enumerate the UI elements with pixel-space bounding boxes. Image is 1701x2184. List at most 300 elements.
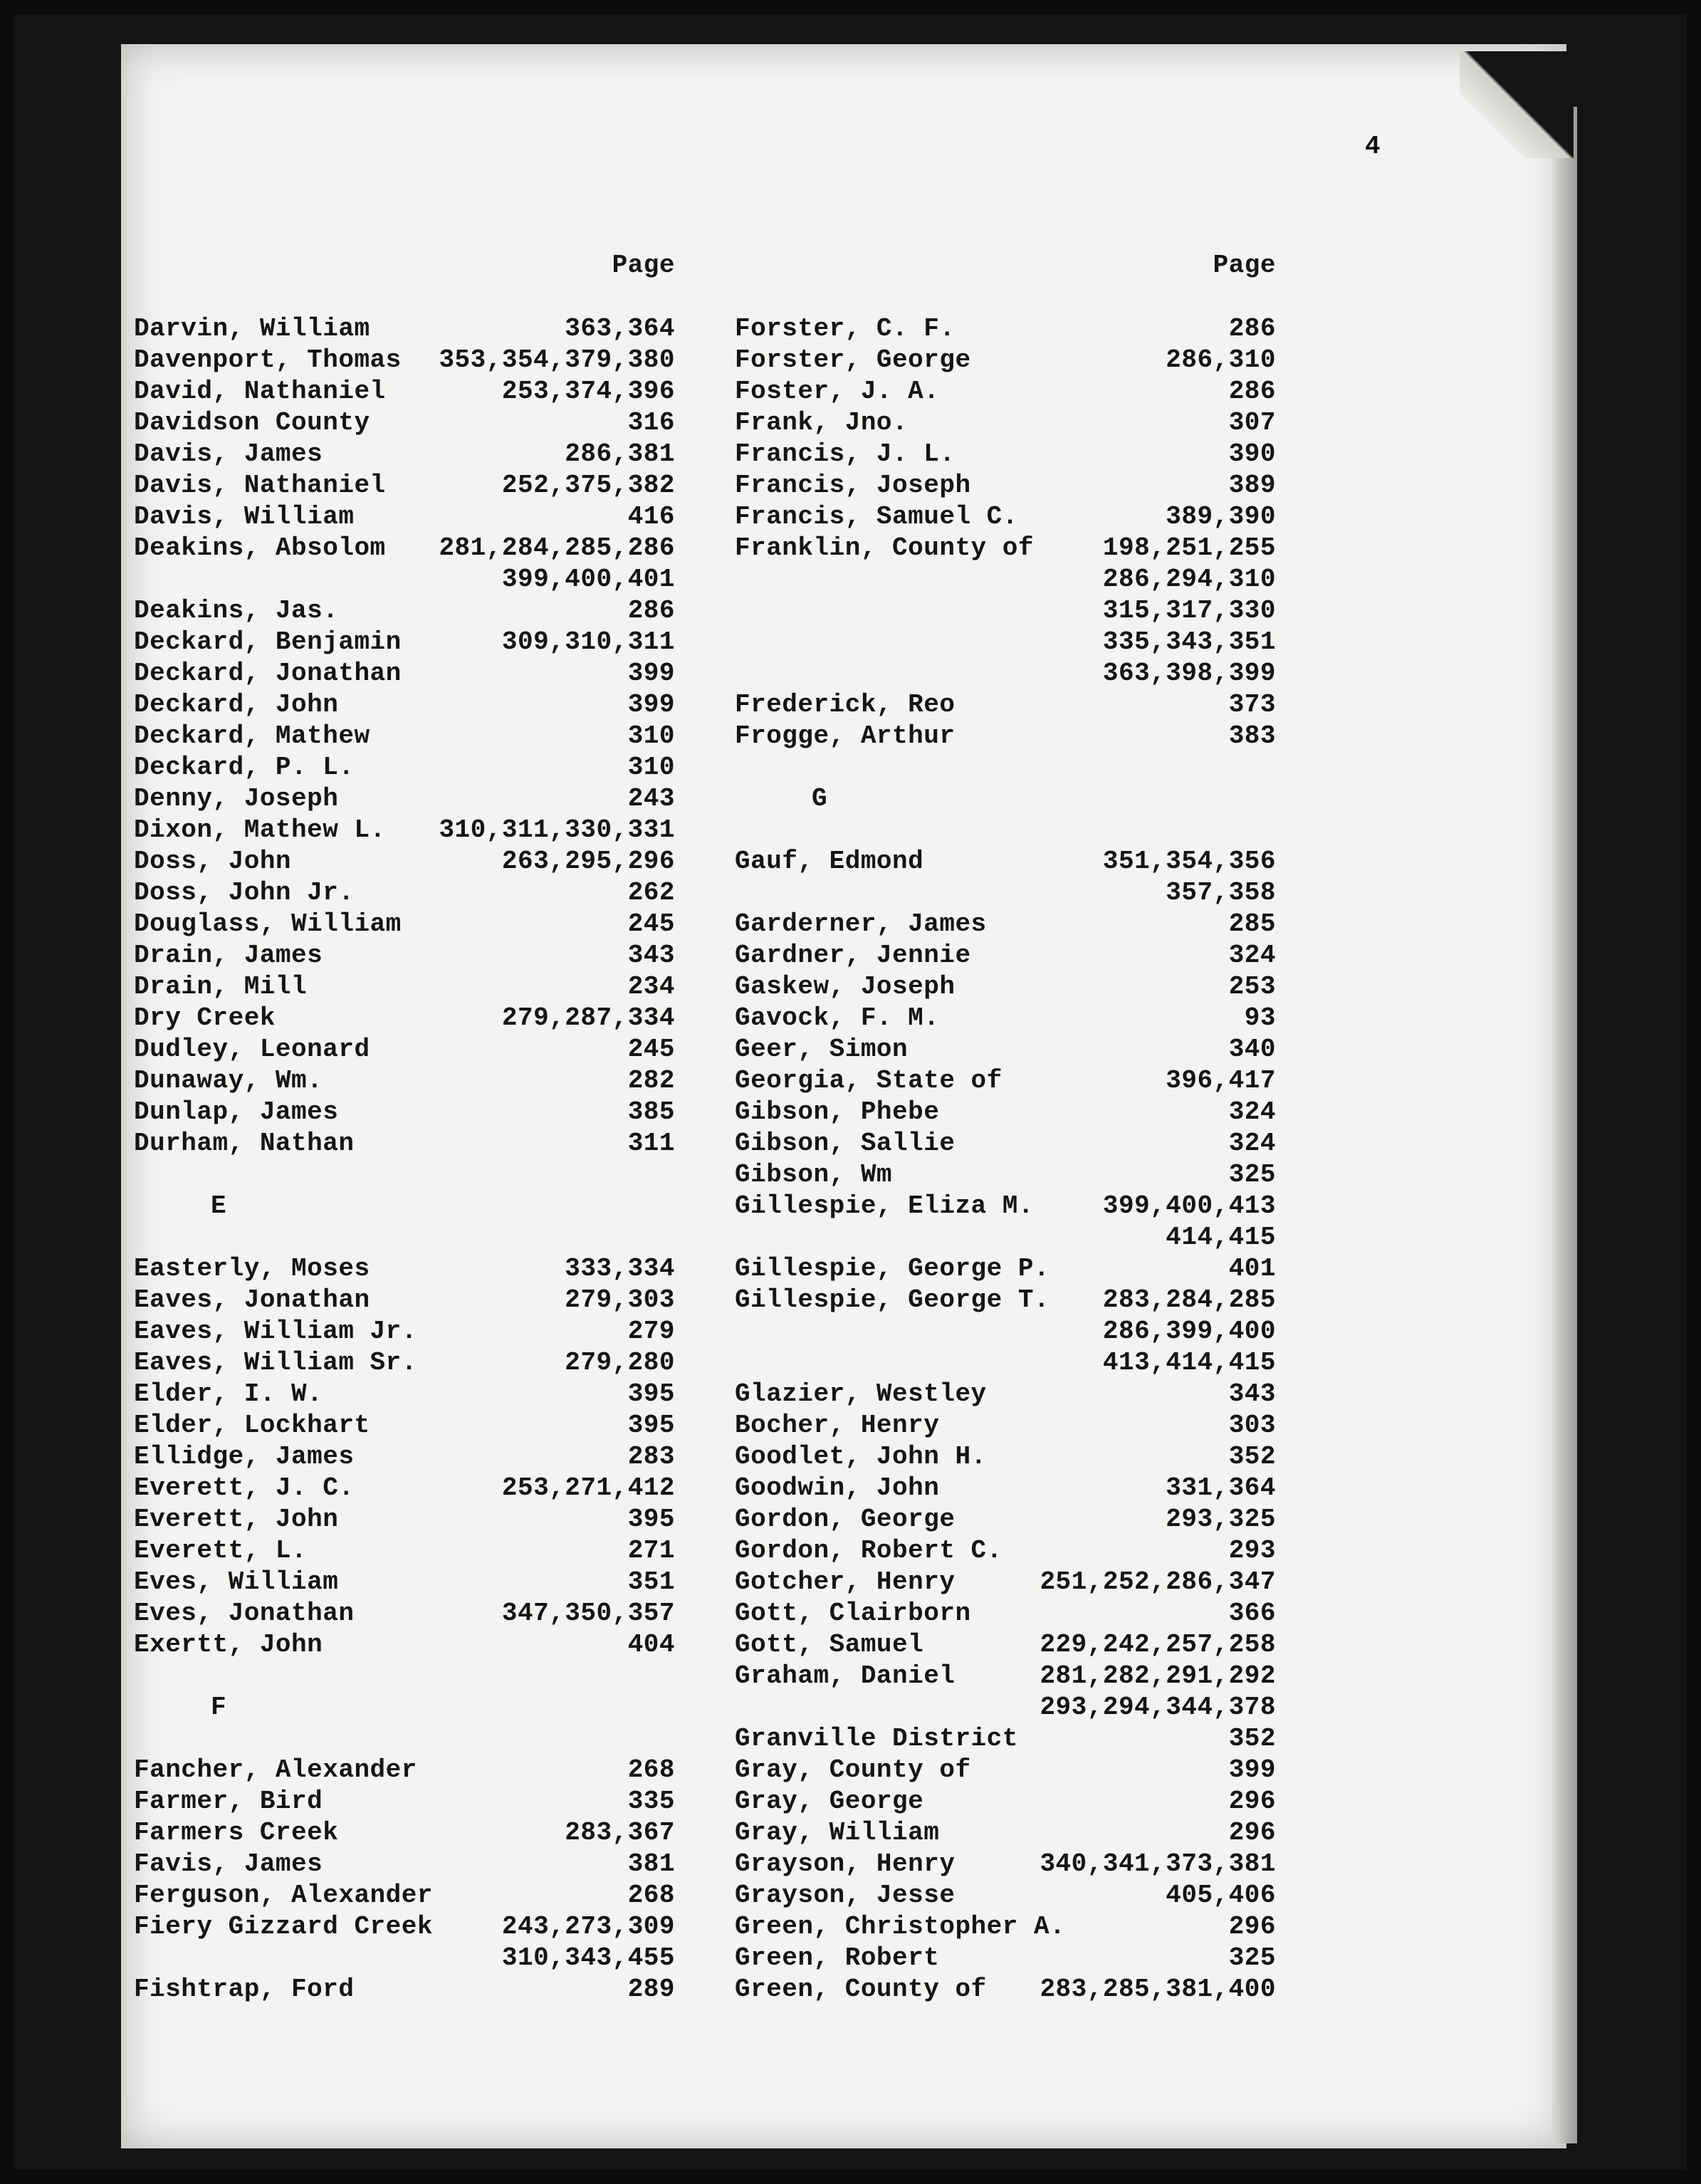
page-reference: 286,310 (1166, 345, 1276, 375)
entry-pages (628, 501, 675, 533)
entry-pages (1040, 1567, 1276, 1598)
entry-pages (1166, 1504, 1276, 1535)
entry-pages (1229, 971, 1276, 1003)
entry-name: Gibson, Phebe (735, 1097, 940, 1127)
entry-pages (1229, 1817, 1276, 1849)
entry-name: Bocher, Henry (735, 1411, 940, 1440)
page-reference: 286 (1228, 314, 1276, 343)
entry-pages (565, 1817, 675, 1849)
entry-pages (1229, 313, 1276, 345)
page-reference: 399,400,413 (1102, 1191, 1276, 1221)
index-entry (735, 909, 1276, 940)
index-entry (134, 1786, 675, 1817)
page-reference: 352 (1228, 1724, 1276, 1753)
entry-pages (1229, 376, 1276, 407)
entry-name: Gordon, George (735, 1505, 956, 1534)
entry-pages (1166, 1065, 1276, 1097)
entry-pages (439, 815, 675, 846)
page-reference: 401 (1228, 1254, 1276, 1283)
entry-name: Deckard, John (134, 690, 339, 719)
entry-pages (628, 407, 675, 439)
section-spacer (134, 1159, 675, 1191)
entry-pages (1229, 1723, 1276, 1755)
entry-name: Garderner, James (735, 909, 987, 939)
index-entry (134, 1410, 675, 1441)
page-reference: 399 (627, 659, 675, 688)
entry-pages (628, 721, 675, 752)
index-entry (134, 815, 675, 846)
page-reference: 286,381 (565, 439, 675, 469)
entry-name: Exertt, John (134, 1630, 323, 1659)
page-reference: 296 (1228, 1787, 1276, 1816)
entry-pages (1229, 1943, 1276, 1974)
entry-name: Gott, Clairborn (735, 1599, 971, 1628)
page-reference: 343 (627, 941, 675, 970)
entry-name: Easterly, Moses (134, 1254, 370, 1283)
entry-name: Farmers Creek (134, 1818, 339, 1847)
page-reference: 325 (1228, 1943, 1276, 1973)
index-entry (735, 1567, 1276, 1598)
entry-pages (1229, 689, 1276, 721)
index-entry (134, 1974, 675, 2005)
entry-pages (1229, 1034, 1276, 1065)
entry-name: Gibson, Sallie (735, 1129, 956, 1158)
entry-name: David, Nathaniel (134, 377, 386, 406)
page-reference: 262 (627, 878, 675, 907)
index-entry (134, 1629, 675, 1661)
entry-name: Gray, William (735, 1818, 940, 1847)
page-reference: 253,374,396 (501, 377, 675, 406)
page-reference: 311 (627, 1129, 675, 1158)
entry-pages (628, 1379, 675, 1410)
entry-name: Gotcher, Henry (735, 1567, 956, 1597)
index-entry (735, 439, 1276, 470)
index-entry (735, 1097, 1276, 1128)
entry-pages (628, 877, 675, 909)
index-entry (134, 940, 675, 971)
page-reference: 414,415 (1166, 1223, 1276, 1252)
page-reference: 351,354,356 (1102, 847, 1276, 876)
page-reference: 324 (1228, 1129, 1276, 1158)
entry-name: Fishtrap, Ford (134, 1975, 355, 2004)
page-reference: 253,271,412 (501, 1473, 675, 1503)
index-entry (134, 783, 675, 815)
page-reference: 385 (627, 1097, 675, 1127)
index-entry (134, 1911, 675, 1974)
entry-name: Forster, George (735, 345, 971, 375)
page-reference: 352 (1228, 1442, 1276, 1471)
entry-pages (628, 752, 675, 783)
index-entry (735, 1629, 1276, 1661)
entry-pages (628, 1849, 675, 1880)
index-entry (735, 1598, 1276, 1629)
page-reference: 296 (1228, 1818, 1276, 1847)
section-spacer (134, 1661, 675, 1692)
entry-pages (1040, 1629, 1276, 1661)
entry-pages (1040, 1661, 1276, 1723)
page-reference: 271 (627, 1536, 675, 1565)
entry-name: Frogge, Arthur (735, 721, 956, 751)
section-letter: G (812, 784, 828, 813)
page-reference: 399 (627, 690, 675, 719)
page-reference: 283 (627, 1442, 675, 1471)
index-entry (134, 313, 675, 345)
entry-name: Drain, Mill (134, 972, 308, 1001)
entry-name: Doss, John (134, 847, 292, 876)
page-reference: 279,287,334 (501, 1003, 675, 1033)
page-reference: 285 (1228, 909, 1276, 939)
index-entry (134, 1003, 675, 1034)
entry-name: Francis, J. L. (735, 439, 956, 469)
entry-name: Davis, William (134, 502, 355, 531)
page-reference: 263,295,296 (501, 847, 675, 876)
index-entry (134, 1849, 675, 1880)
folded-corner (1460, 51, 1574, 158)
entry-name: Gray, County of (735, 1755, 971, 1785)
entry-pages (1229, 1755, 1276, 1786)
entry-name: Gillespie, George T. (735, 1285, 1050, 1315)
index-entry (735, 846, 1276, 909)
page-reference: 286 (627, 596, 675, 625)
index-entry (134, 846, 675, 877)
entry-name: Gray, George (735, 1787, 924, 1816)
index-entry (134, 501, 675, 533)
page-reference: 404 (627, 1630, 675, 1659)
entry-pages (1229, 1441, 1276, 1473)
page-reference: 405,406 (1166, 1881, 1276, 1910)
page-reference: 245 (627, 909, 675, 939)
page-reference: 399,400,401 (501, 565, 675, 594)
entry-pages (628, 1410, 675, 1441)
entry-name: Gavock, F. M. (735, 1003, 940, 1033)
entry-name: Deckard, P. L. (134, 753, 355, 782)
entry-name: Francis, Samuel C. (735, 502, 1018, 531)
page-column-header: Page (1213, 251, 1276, 280)
page-reference: 281,282,291,292 (1040, 1661, 1276, 1691)
entry-pages (1229, 1379, 1276, 1410)
entry-name: Glazier, Westley (735, 1379, 987, 1409)
index-entry (134, 1347, 675, 1379)
entry-pages (502, 1598, 675, 1629)
entry-name: Gott, Samuel (735, 1630, 924, 1659)
entry-name: Gillespie, George P. (735, 1254, 1050, 1283)
index-entry (134, 1379, 675, 1410)
entry-name: Doss, John Jr. (134, 878, 355, 907)
index-entries-right (735, 313, 1276, 2005)
page-reference: 310,343,455 (501, 1943, 675, 1973)
entry-name: Deckard, Jonathan (134, 659, 402, 688)
page-reference: 251,252,286,347 (1040, 1567, 1276, 1597)
index-entry (134, 439, 675, 470)
index-entry (134, 1097, 675, 1128)
index-entry (735, 376, 1276, 407)
page-reference: 357,358 (1166, 878, 1276, 907)
entry-name: Deckard, Benjamin (134, 627, 402, 657)
index-entry (735, 313, 1276, 345)
entry-name: Deckard, Mathew (134, 721, 370, 751)
index-entry (735, 940, 1276, 971)
index-entry (735, 1911, 1276, 1943)
entry-pages (628, 689, 675, 721)
index-entry (134, 1128, 675, 1159)
entry-pages (565, 1347, 675, 1379)
entry-name: Foster, J. A. (735, 377, 940, 406)
entry-pages (628, 1441, 675, 1473)
entry-name: Deakins, Jas. (134, 596, 339, 625)
index-entry (735, 721, 1276, 752)
entry-name: Goodlet, John H. (735, 1442, 987, 1471)
entry-pages (565, 313, 675, 345)
entry-name: Gaskew, Joseph (735, 972, 956, 1001)
page-reference: 243 (627, 784, 675, 813)
index-entry (735, 1504, 1276, 1535)
index-entry (735, 1974, 1276, 2005)
entry-name: Grayson, Henry (735, 1849, 956, 1879)
entry-pages (1103, 846, 1276, 909)
index-entry (735, 501, 1276, 533)
entry-pages (1229, 1128, 1276, 1159)
page-reference: 381 (627, 1849, 675, 1879)
index-entry (735, 1849, 1276, 1880)
page-number: 4 (1365, 132, 1381, 161)
index-entry (134, 1253, 675, 1285)
index-entry (735, 1817, 1276, 1849)
entry-pages (1229, 407, 1276, 439)
entry-name: Deakins, Absolom (134, 533, 386, 563)
entry-pages (628, 940, 675, 971)
index-entry (735, 407, 1276, 439)
index-entry (735, 1880, 1276, 1911)
entry-name: Forster, C. F. (735, 314, 956, 343)
entry-pages (439, 345, 675, 376)
index-entry (735, 1379, 1276, 1410)
entry-name: Durham, Nathan (134, 1129, 355, 1158)
page-reference: 343 (1228, 1379, 1276, 1409)
index-entry (134, 1567, 675, 1598)
page-reference: 335,343,351 (1102, 627, 1276, 657)
entry-name: Gillespie, Eliza M. (735, 1191, 1034, 1221)
index-entry (735, 1034, 1276, 1065)
index-entry (134, 971, 675, 1003)
entry-pages (502, 846, 675, 877)
page-reference: 316 (627, 408, 675, 437)
entry-name: Everett, J. C. (134, 1473, 355, 1503)
index-entry (735, 1755, 1276, 1786)
entry-name: Ellidge, James (134, 1442, 355, 1471)
entry-name: Elder, Lockhart (134, 1411, 370, 1440)
entry-name: Dixon, Mathew L. (134, 815, 386, 845)
page-reference: 335 (627, 1787, 675, 1816)
page-reference: 279,303 (565, 1285, 675, 1315)
page-reference: 268 (627, 1881, 675, 1910)
page-reference: 395 (627, 1379, 675, 1409)
index-entry (134, 721, 675, 752)
index-entry (735, 1441, 1276, 1473)
page-reference: 324 (1228, 941, 1276, 970)
entry-pages (502, 1003, 675, 1034)
index-entry (134, 1034, 675, 1065)
entry-pages (439, 533, 675, 595)
entry-name: Everett, John (134, 1505, 339, 1534)
entry-pages (628, 1097, 675, 1128)
index-entry (735, 971, 1276, 1003)
page-reference: 93 (1244, 1003, 1276, 1033)
entry-pages (1229, 940, 1276, 971)
page-reference: 293,294,344,378 (1040, 1693, 1276, 1722)
entry-pages (628, 909, 675, 940)
entry-pages (502, 470, 675, 501)
index-entries-left (134, 313, 675, 2005)
page-reference: 315,317,330 (1102, 596, 1276, 625)
entry-name: Denny, Joseph (134, 784, 339, 813)
page-reference: 286,399,400 (1102, 1317, 1276, 1346)
entry-pages (628, 1504, 675, 1535)
page-reference: 373 (1228, 690, 1276, 719)
entry-name: Eaves, Jonathan (134, 1285, 370, 1315)
index-entry (735, 689, 1276, 721)
entry-pages (502, 1473, 675, 1504)
page-reference: 331,364 (1166, 1473, 1276, 1503)
page-reference: 243,273,309 (501, 1912, 675, 1941)
entry-pages (1229, 1097, 1276, 1128)
page-reference: 363,398,399 (1102, 659, 1276, 688)
entry-name: Dry Creek (134, 1003, 276, 1033)
entry-name: Everett, L. (134, 1536, 308, 1565)
page-reference: 286,294,310 (1102, 565, 1276, 594)
index-entry (735, 1723, 1276, 1755)
index-entry (134, 658, 675, 689)
entry-pages (1229, 470, 1276, 501)
entry-pages (502, 376, 675, 407)
entry-name: Elder, I. W. (134, 1379, 323, 1409)
entry-pages (628, 1974, 675, 2005)
entry-name: Green, Christopher A. (735, 1912, 1066, 1941)
entry-name: Dudley, Leonard (134, 1035, 370, 1064)
index-entry (134, 1316, 675, 1347)
index-entry (134, 470, 675, 501)
page-reference: 310 (627, 721, 675, 751)
entry-pages (628, 1755, 675, 1786)
entry-name: Geer, Simon (735, 1035, 909, 1064)
entry-name: Green, Robert (735, 1943, 940, 1973)
index-entry (134, 533, 675, 595)
index-entry (134, 1598, 675, 1629)
entry-name: Drain, James (134, 941, 323, 970)
page-reference: 229,242,257,258 (1040, 1630, 1276, 1659)
entry-name: Davidson County (134, 408, 370, 437)
index-entry (735, 345, 1276, 376)
entry-name: Goodwin, John (735, 1473, 940, 1503)
page-reference: 282 (627, 1066, 675, 1095)
page-reference: 389,390 (1166, 502, 1276, 531)
entry-name: Eaves, William Sr. (134, 1348, 417, 1377)
index-entry (735, 1285, 1276, 1379)
entry-name: Green, County of (735, 1975, 987, 2004)
entry-pages (628, 783, 675, 815)
entry-pages (1103, 1191, 1276, 1253)
index-entry (735, 1410, 1276, 1441)
page-reference: 289 (627, 1975, 675, 2004)
page-reference: 296 (1228, 1912, 1276, 1941)
index-entry (735, 1128, 1276, 1159)
entry-name: Eves, William (134, 1567, 339, 1597)
page-reference: 283,284,285 (1102, 1285, 1276, 1315)
entry-name: Fiery Gizzard Creek (134, 1912, 433, 1941)
entry-pages (1040, 1849, 1276, 1880)
entry-name: Davis, James (134, 439, 323, 469)
page-reference: 310 (627, 753, 675, 782)
entry-pages (1166, 1473, 1276, 1504)
page-edge-shadow (1552, 107, 1577, 2143)
page-reference: 395 (627, 1411, 675, 1440)
entry-name: Dunlap, James (134, 1097, 339, 1127)
index-entry (134, 407, 675, 439)
page-reference: 293,325 (1166, 1505, 1276, 1534)
page-reference: 324 (1228, 1097, 1276, 1127)
index-entry (134, 595, 675, 627)
index-entry (735, 1786, 1276, 1817)
page-reference: 340,341,373,381 (1040, 1849, 1276, 1879)
page-reference: 253 (1228, 972, 1276, 1001)
index-entry (134, 877, 675, 909)
page-reference: 333,334 (565, 1254, 675, 1283)
index-entry (735, 1661, 1276, 1723)
index-entry (134, 752, 675, 783)
index-entry (134, 1880, 675, 1911)
entry-pages (1103, 533, 1276, 689)
page-reference: 366 (1228, 1599, 1276, 1628)
entry-pages (1229, 721, 1276, 752)
entry-pages (1229, 1159, 1276, 1191)
entry-name: Ferguson, Alexander (134, 1881, 433, 1910)
index-entry (735, 1253, 1276, 1285)
entry-name: Gardner, Jennie (735, 941, 971, 970)
page-reference: 309,310,311 (501, 627, 675, 657)
entry-pages (1229, 1535, 1276, 1567)
page-reference: 416 (627, 502, 675, 531)
entry-name: Frank, Jno. (735, 408, 909, 437)
section-letter: E (211, 1191, 227, 1221)
entry-name: Fancher, Alexander (134, 1755, 417, 1785)
index-entry (134, 689, 675, 721)
page-reference: 389 (1228, 471, 1276, 500)
page-reference: 279,280 (565, 1348, 675, 1377)
entry-name: Francis, Joseph (735, 471, 971, 500)
index-entry (134, 1504, 675, 1535)
index-entry (134, 376, 675, 407)
index-entry (134, 345, 675, 376)
entry-pages (1040, 1974, 1276, 2005)
page-reference: 395 (627, 1505, 675, 1534)
entry-name: Frederick, Reo (735, 690, 956, 719)
index-entry (134, 1535, 675, 1567)
entry-name: Darvin, William (134, 314, 370, 343)
entry-pages (565, 1285, 675, 1316)
entry-name: Davenport, Thomas (134, 345, 402, 375)
index-entry (735, 1473, 1276, 1504)
entry-pages (1229, 1253, 1276, 1285)
page-reference: 307 (1228, 408, 1276, 437)
entry-pages (1229, 1786, 1276, 1817)
entry-name: Favis, James (134, 1849, 323, 1879)
entry-name: Graham, Daniel (735, 1661, 956, 1691)
index-entry (735, 533, 1276, 689)
entry-name: Douglass, William (134, 909, 402, 939)
entry-name: Farmer, Bird (134, 1787, 323, 1816)
entry-pages (1229, 1911, 1276, 1943)
page-reference: 351 (627, 1567, 675, 1597)
entry-name: Eves, Jonathan (134, 1599, 355, 1628)
